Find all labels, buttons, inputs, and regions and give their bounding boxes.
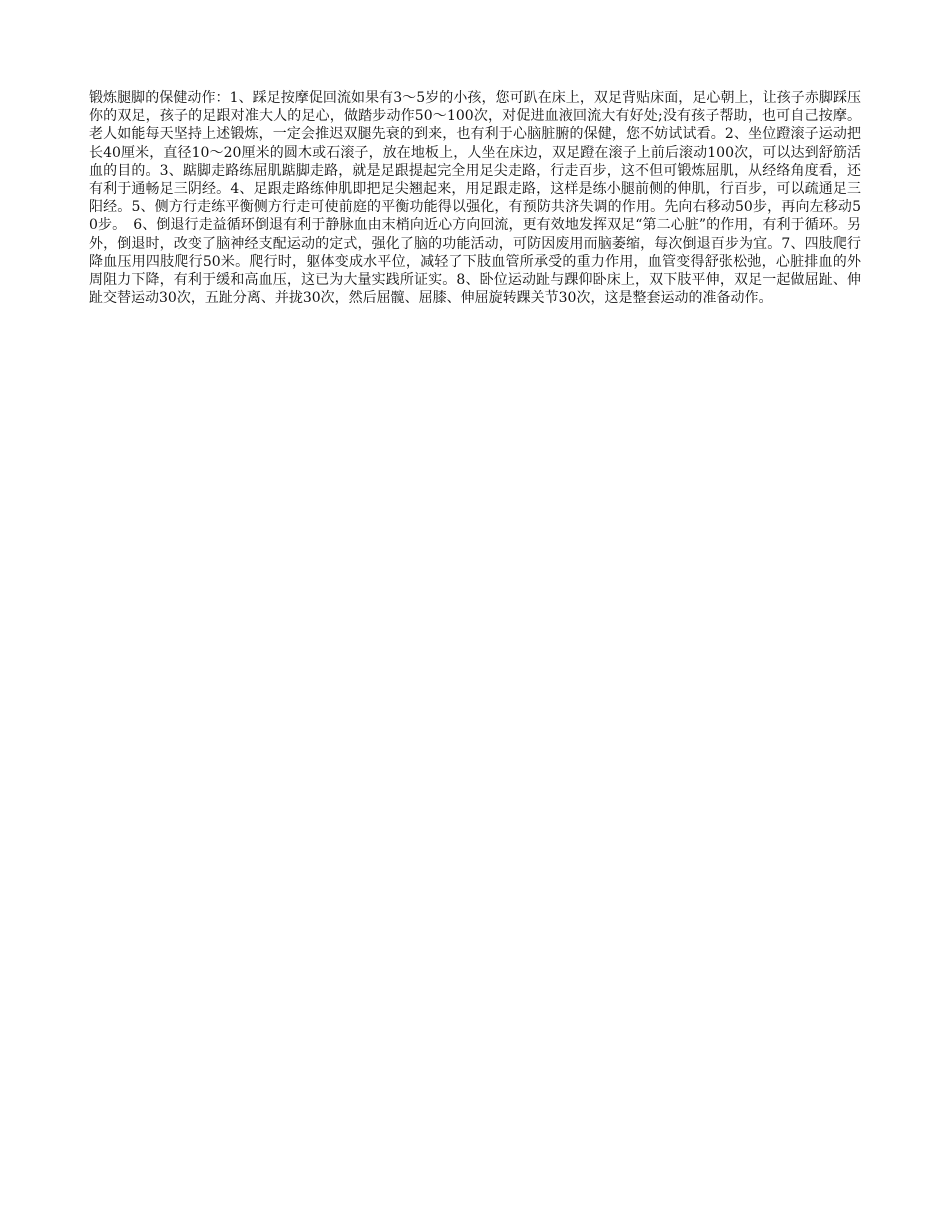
body-paragraph: 锻炼腿脚的保健动作：1、踩足按摩促回流如果有3～5岁的小孩，您可趴在床上，双足背贴床面，足心朝上，让孩子赤脚踩压你的双足，孩子的足跟对准大人的足心，做踏步动作50～100次，对促进血液回流大有好处;没有孩子帮助，也可自己按摩。老人如能每天坚持上述锻炼，一定会推迟双腿先衰的到来，也有利于心脑脏腑的保健，您不妨试试看。2、坐位蹬滚子运动把长40厘米，直径10～20厘米的圆木或石滚子，放在地板上，人坐在床边，双足蹬在滚子上前后滚动100次，可以达到舒筋活血的目的。3、踮脚走路练屈肌踮脚走路，就是足跟提起完全用足尖走路，行走百步，这不但可锻炼屈肌，从经络角度看，还有利于通畅足三阴经。4、足跟走路练伸肌即把足尖翘起来，用足跟走路，这样是练小腿前侧的伸肌，行百步，可以疏通足三阳经。5、侧方行走练平衡侧方行走可使前庭的平衡功能得以强化，有预防共济失调的作用。先向右移动50步，再向左移动50步。 6、倒退行走益循环倒退有利于静脉血由末梢向近心方向回流，更有效地发挥双足“第二心脏”的作用，有利于循环。另外，倒退时，改变了脑神经支配运动的定式，强化了脑的功能活动，可防因废用而脑萎缩，每次倒退百步为宜。7、四肢爬行降血压用四肢爬行50米。爬行时，躯体变成水平位，减轻了下肢血管所承受的重力作用，血管变得舒张松弛，心脏排血的外周阻力下降，有利于缓和高血压，这已为大量实践所证实。8、卧位运动趾与踝仰卧床上，双下肢平伸，双足一起做屈趾、伸趾交替运动30次，五趾分离、并拢30次，然后屈髋、屈膝、伸屈旋转踝关节30次，这是整套运动的准备动作。: [89, 90, 861, 307]
